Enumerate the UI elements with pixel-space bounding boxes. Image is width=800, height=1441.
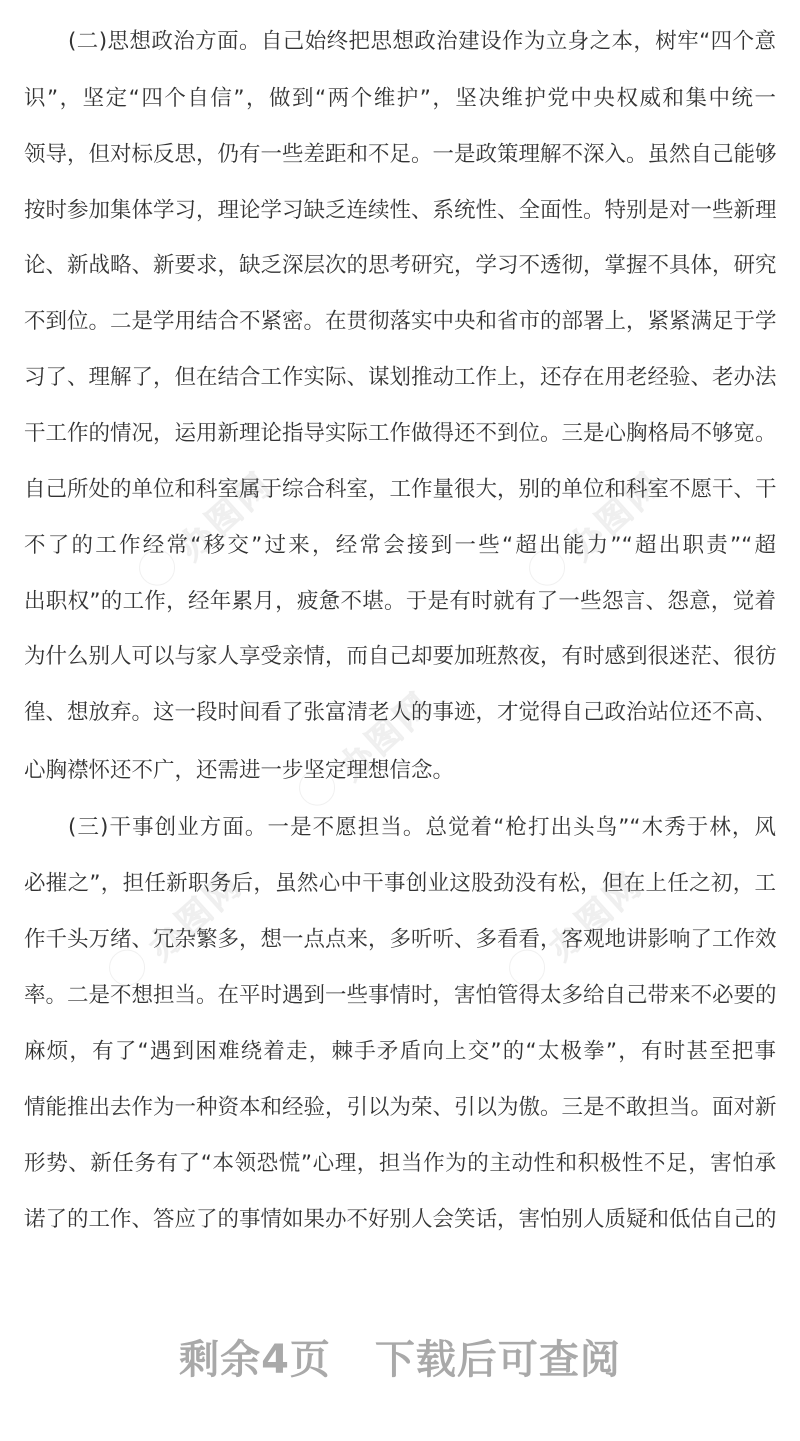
text-line: 识”，坚定“四个自信”，做到“两个维护”，坚决维护党中央权威和集中统一 [24,86,776,111]
watermark-text: 办图网 [141,864,251,969]
text-line: 为什么别人可以与家人享受亲情，而自己却要加班熬夜，有时感到很迷茫、很彷 [24,644,777,669]
watermark-text: 办图网 [171,464,281,569]
text-line: (二)思想政治方面。自己始终把思想政治建设作为立身之本，树牢“四个意 [68,29,776,54]
text-line: 按时参加集体学习，理论学习缺乏连续性、系统性、全面性。特别是对一些新理 [24,198,777,223]
download-prompt-label: 下载后可查阅 [374,1337,621,1383]
text-line: 麻烦，有了“遇到困难绕着走，棘手矛盾向上交”的“太极拳”，有时甚至把事 [24,1039,776,1064]
text-line: 诺了的工作、答应了的事情如果办不好别人会笑话，害怕别人质疑和低估自己的 [24,1207,777,1232]
text-line: 出职权”的工作，经年累月，疲惫不堪。于是有时就有了一些怨言、怨意，觉着 [24,589,776,614]
watermark-text: 办图网 [541,864,651,969]
text-line: (三)干事创业方面。一是不愿担当。总觉着“枪打出头鸟”“木秀于林，风 [68,815,776,840]
text-line: 徨、想放弃。这一段时间看了张富清老人的事迹，才觉得自己政治站位还不高、 [24,700,777,725]
download-to-read-banner[interactable] [0,1330,800,1390]
text-line: 情能推出去作为一种资本和经验，引以为荣、引以为傲。三是不敢担当。面对新 [24,1095,777,1120]
text-line: 形势、新任务有了“本领恐慌”心理，担当作为的主动性和积极性不足，害怕承 [24,1151,776,1176]
text-line: 干工作的情况，运用新理论指导实际工作做得还不到位。三是心胸格局不够宽。 [24,421,777,446]
text-line: 作千头万绪、冗杂繁多，想一点点来，多听听、多看看，客观地讲影响了工作效 [24,927,777,952]
text-line: 心胸襟怀还不广，还需进一步坚定理想信念。 [24,758,455,783]
text-line: 不了的工作经常“移交”过来，经常会接到一些“超出能力”“超出职责”“超 [24,533,776,558]
text-line: 论、新战略、新要求，缺乏深层次的思考研究，学习不透彻，掌握不具体，研究 [24,253,777,278]
text-line: 必摧之”，担任新职务后，虽然心中干事创业这股劲没有松，但在上任之初，工 [24,871,776,896]
text-line: 率。二是不想担当。在平时遇到一些事情时，害怕管得太多给自己带来不必要的 [24,983,777,1008]
text-line: 领导，但对标反思，仍有一些差距和不足。一是政策理解不深入。虽然自己能够 [24,142,777,167]
text-line: 自己所处的单位和科室属于综合科室，工作量很大，别的单位和科室不愿干、干 [24,477,777,502]
watermark-text: 办图网 [561,464,671,569]
watermark-text: 办图网 [331,684,441,789]
text-line: 习了、理解了，但在结合工作实际、谋划推动工作上，还存在用老经验、老办法 [24,365,777,390]
remaining-pages-label: 剩余4页 [179,1337,331,1383]
text-line: 不到位。二是学用结合不紧密。在贯彻落实中央和省市的部署上，紧紧满足于学 [24,309,777,334]
